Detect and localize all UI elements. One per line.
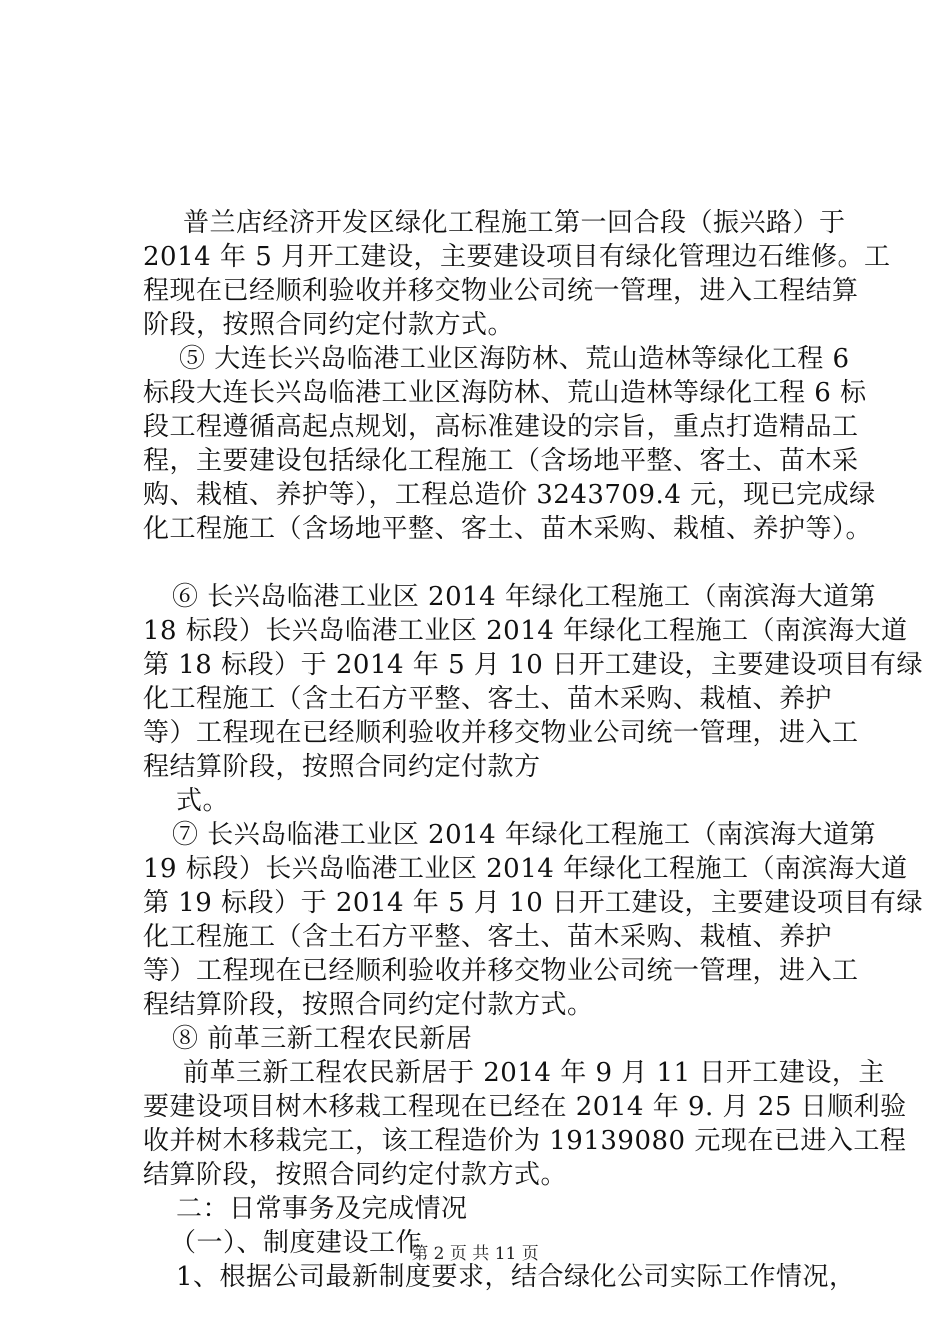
text-line: 1、根据公司最新制度要求，结合绿化公司实际工作情况， xyxy=(176,1262,856,1292)
text-line: 阶段，按照合同约定付款方式。 xyxy=(143,310,515,340)
text-line: 程现在已经顺利验收并移交物业公司统一管理，进入工程结算 xyxy=(143,276,859,306)
text-line: 化工程施工（含土石方平整、客土、苗木采购、栽植、养护 xyxy=(143,684,833,714)
text-line: 程结算阶段，按照合同约定付款方 xyxy=(143,752,541,782)
text-line: ⑧ 前革三新工程农民新居 xyxy=(172,1024,473,1054)
text-line: 化工程施工（含场地平整、客土、苗木采购、栽植、养护等）。 xyxy=(143,514,873,544)
text-line: 等）工程现在已经顺利验收并移交物业公司统一管理，进入工 xyxy=(143,718,859,748)
text-line: 收并树木移栽完工，该工程造价为 19139080 元现在已进入工程 xyxy=(143,1126,907,1156)
text-line: 第 19 标段）于 2014 年 5 月 10 日开工建设，主要建设项目有绿 xyxy=(143,888,923,918)
text-line: ⑤ 大连长兴岛临港工业区海防林、荒山造林等绿化工程 6 xyxy=(179,344,850,374)
text-line: 标段大连长兴岛临港工业区海防林、荒山造林等绿化工程 6 标 xyxy=(143,378,867,408)
text-line: 前革三新工程农民新居于 2014 年 9 月 11 日开工建设，主 xyxy=(183,1058,885,1088)
text-line: 普兰店经济开发区绿化工程施工第一回合段（振兴路）于 xyxy=(183,208,846,238)
text-line: 第 18 标段）于 2014 年 5 月 10 日开工建设，主要建设项目有绿 xyxy=(143,650,923,680)
text-line: 式。 xyxy=(176,786,230,816)
page-number-footer: 第 2 页 共 11 页 xyxy=(411,1244,539,1264)
text-line: ⑥ 长兴岛临港工业区 2014 年绿化工程施工（南滨海大道第 xyxy=(172,582,876,612)
text-line: 段工程遵循高起点规划，高标准建设的宗旨，重点打造精品工 xyxy=(143,412,859,442)
text-line: 程结算阶段，按照合同约定付款方式。 xyxy=(143,990,594,1020)
text-line: 18 标段）长兴岛临港工业区 2014 年绿化工程施工（南滨海大道 xyxy=(143,616,908,646)
text-line: 化工程施工（含土石方平整、客土、苗木采购、栽植、养护 xyxy=(143,922,833,952)
text-line: 19 标段）长兴岛临港工业区 2014 年绿化工程施工（南滨海大道 xyxy=(143,854,908,884)
text-line: 程，主要建设包括绿化工程施工（含场地平整、客土、苗木采 xyxy=(143,446,859,476)
text-line: 2014 年 5 月开工建设，主要建设项目有绿化管理边石维修。工 xyxy=(143,242,891,272)
text-line: 要建设项目树木移栽工程现在已经在 2014 年 9. 月 25 日顺利验 xyxy=(143,1092,907,1122)
text-line: 结算阶段，按照合同约定付款方式。 xyxy=(143,1160,568,1190)
text-line: 购、栽植、养护等），工程总造价 3243709.4 元，现已完成绿 xyxy=(143,480,876,510)
text-line: ⑦ 长兴岛临港工业区 2014 年绿化工程施工（南滨海大道第 xyxy=(172,820,876,850)
text-line: 等）工程现在已经顺利验收并移交物业公司统一管理，进入工 xyxy=(143,956,859,986)
subsection-heading: （一）、制度建设工作 xyxy=(170,1228,423,1258)
section-heading: 二：日常事务及完成情况 xyxy=(176,1194,468,1224)
